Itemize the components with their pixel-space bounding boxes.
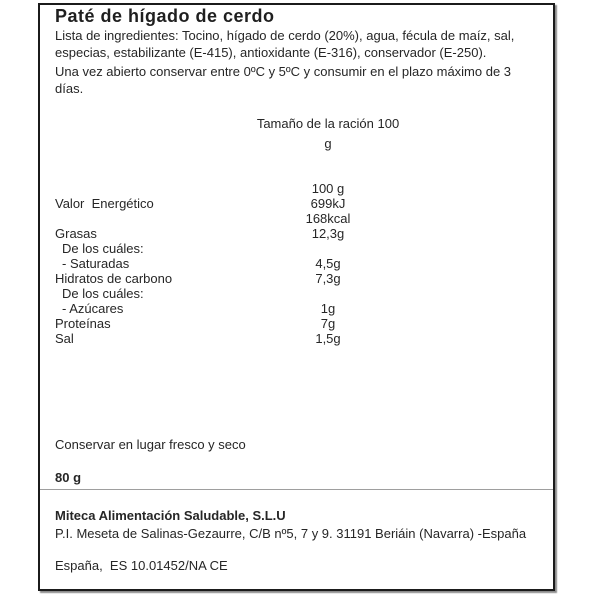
manufacturer-block bbox=[55, 507, 538, 543]
nutrition-row-energy-kcal bbox=[55, 211, 538, 226]
nutrition-row-value: 7,3g bbox=[315, 271, 341, 286]
nutrition-row-label: Grasas bbox=[55, 226, 97, 241]
serving-size-row bbox=[55, 114, 538, 154]
opened-storage-text: Una vez abierto conservar entre 0ºC y 5ºC y consumir en el plazo máximo de 3 días. bbox=[55, 64, 512, 96]
nutrition-row-value: 12,3g bbox=[311, 226, 345, 241]
serving-size-header: Tamaño de la ración 100 g bbox=[256, 116, 400, 151]
nutrition-row-label: De los cuáles: bbox=[62, 241, 144, 256]
section-divider bbox=[40, 489, 553, 490]
nutrition-row-saturates bbox=[55, 256, 538, 271]
nutrition-row-value bbox=[252, 286, 404, 301]
product-label-card bbox=[38, 3, 555, 591]
registry-number: España, ES 10.01452/NA CE bbox=[55, 558, 228, 573]
nutrition-row-label: Sal bbox=[55, 331, 74, 346]
nutrition-column-header-row bbox=[55, 181, 538, 196]
nutrition-row-energy bbox=[55, 196, 538, 211]
nutrition-row-value: 7g bbox=[320, 316, 336, 331]
column-header-per-100g: 100 g bbox=[311, 181, 345, 196]
nutrition-row-value: 168kcal bbox=[305, 211, 351, 226]
nutrition-row-fat bbox=[55, 226, 538, 241]
ingredients-text: Lista de ingredientes: Tocino, hígado de cerdo (20%), agua, fécula de maíz, sal, especias, estabilizante (E-415), antioxidante (E-316), conservador (E-250). bbox=[55, 28, 515, 60]
serving-size-spacer bbox=[55, 114, 252, 154]
nutrition-row-salt bbox=[55, 331, 538, 346]
storage-instructions: Conservar en lugar fresco y seco bbox=[55, 437, 246, 452]
nutrition-row-value: 4,5g bbox=[315, 256, 341, 271]
nutrition-row-label: De los cuáles: bbox=[62, 286, 144, 301]
nutrition-row-protein bbox=[55, 316, 538, 331]
nutrition-row-value bbox=[252, 241, 404, 256]
manufacturer-name: Miteca Alimentación Saludable, S.L.U bbox=[55, 508, 286, 523]
nutrition-row-label: - Saturadas bbox=[62, 256, 130, 271]
net-weight: 80 g bbox=[55, 470, 82, 485]
nutrition-row-value: 1,5g bbox=[315, 331, 341, 346]
nutrition-row-carbohydrate bbox=[55, 271, 538, 286]
manufacturer-address: P.I. Meseta de Salinas-Gezaurre, C/B nº5, 7 y 9. 31191 Beriáin (Navarra) -España bbox=[55, 526, 527, 541]
nutrition-row-value: 699kJ bbox=[310, 196, 346, 211]
nutrition-row-label: Proteínas bbox=[55, 316, 111, 331]
nutrition-row-label: - Azúcares bbox=[62, 301, 124, 316]
nutrition-table bbox=[55, 181, 538, 346]
product-title: Paté de hígado de cerdo bbox=[55, 6, 275, 26]
nutrition-row-value: 1g bbox=[320, 301, 336, 316]
nutrition-row-sugars bbox=[55, 301, 538, 316]
nutrition-row-label: Hidratos de carbono bbox=[55, 271, 173, 286]
nutrition-row-label: Valor Energético bbox=[55, 196, 154, 211]
nutrition-row-label bbox=[55, 181, 252, 196]
nutrition-row-of-which-carbs bbox=[55, 286, 538, 301]
nutrition-row-of-which-fat bbox=[55, 241, 538, 256]
nutrition-row-label bbox=[55, 211, 252, 226]
